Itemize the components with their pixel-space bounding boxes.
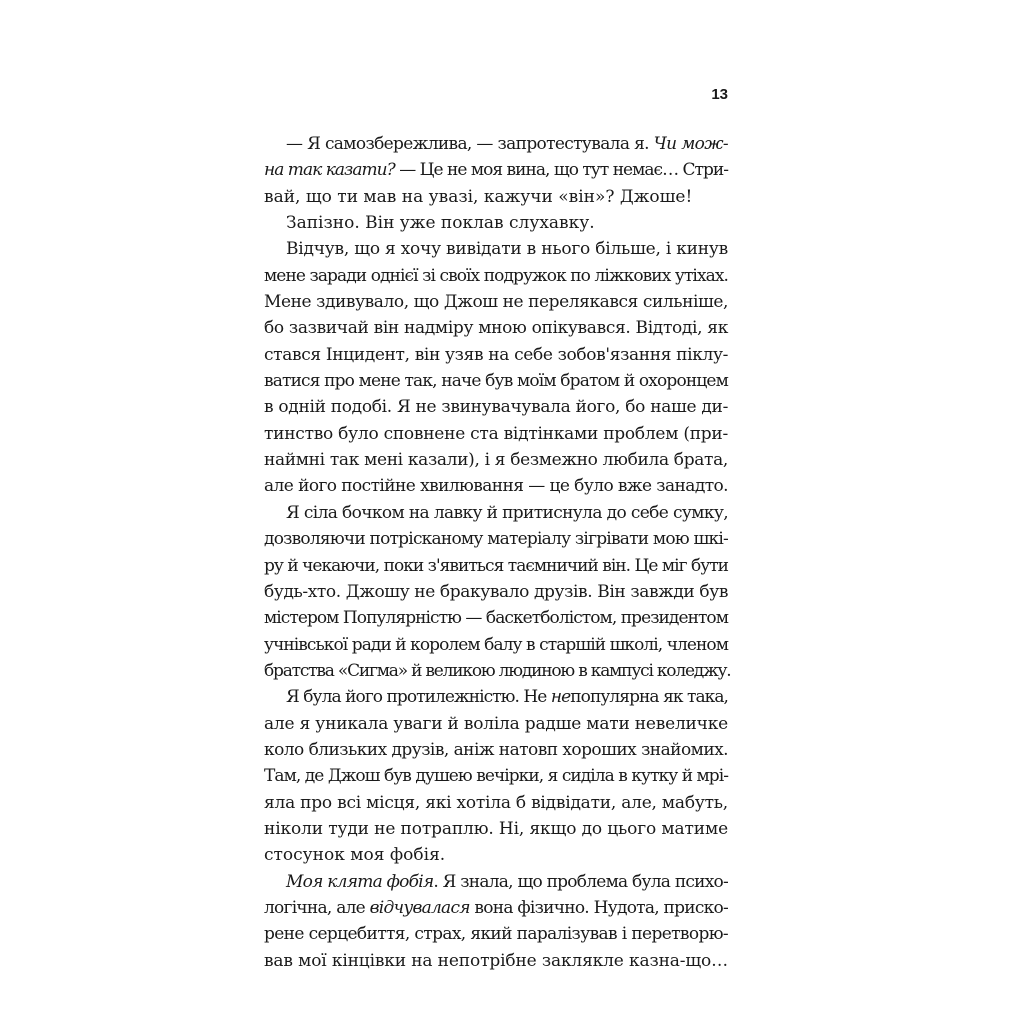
italic-text: на так казати? xyxy=(264,160,395,181)
text-line xyxy=(264,816,728,842)
text-line xyxy=(264,790,728,816)
text-segment: але його постійне хвилювання — це було вже занадто. xyxy=(264,476,728,497)
text-segment: коло близьких друзів, аніж натовп хороших знайомих. xyxy=(264,739,729,760)
body-text xyxy=(264,131,731,974)
text-line xyxy=(264,711,728,737)
text-line xyxy=(264,763,728,789)
text-line xyxy=(264,421,728,447)
text-line xyxy=(264,473,728,499)
text-segment: Там, де Джош був душею вечірки, я сиділа в кутку й мрі- xyxy=(264,766,729,787)
italic-text: не xyxy=(550,687,571,708)
text-line xyxy=(264,605,728,631)
text-line xyxy=(264,184,728,210)
text-line xyxy=(264,289,728,315)
text-segment: але я уникала уваги й воліла радше мати невеличке xyxy=(264,713,728,734)
text-segment: бо зазвичай він надміру мною опікувався. Відтоді, як xyxy=(264,318,728,339)
text-segment: яла про всі місця, які хотіла б відвідати, але, мабуть, xyxy=(264,792,728,813)
italic-text: Чи мож- xyxy=(653,134,728,154)
text-line xyxy=(264,157,728,183)
text-segment: ватися про мене так, наче був моїм братом й охоронцем xyxy=(264,371,728,392)
text-line xyxy=(264,658,731,684)
text-segment: логічна, але xyxy=(264,897,370,918)
text-segment: Запізно. Він уже поклав слухавку. xyxy=(286,213,595,234)
text-segment: стосунок моя фобія. xyxy=(264,845,446,866)
text-segment: братства «Сигма» й великою людиною в кампусі коледжу. xyxy=(264,660,731,681)
italic-text: відчувалася xyxy=(369,897,470,918)
text-line xyxy=(264,842,728,868)
text-segment: стався Інцидент, він узяв на себе зобов'язання піклу- xyxy=(264,344,729,365)
text-line xyxy=(264,684,728,710)
text-line xyxy=(264,895,728,921)
text-line xyxy=(264,394,728,420)
text-segment: вав мої кінцівки на непотрібне заклякле казна-що… xyxy=(264,950,728,971)
text-line xyxy=(264,948,728,974)
text-line xyxy=(264,447,728,473)
text-line xyxy=(264,737,728,763)
text-segment: популярна як така, xyxy=(570,687,729,708)
text-segment: наймні так мені казали), і я безмежно любила брата, xyxy=(264,450,728,471)
italic-text: Моя клята фобія xyxy=(286,871,434,892)
text-segment: Я була його протилежністю. Не xyxy=(286,687,551,708)
text-segment: в одній подобі. Я не звинувачувала його, бо наше ди- xyxy=(264,397,729,418)
text-line xyxy=(264,553,728,579)
text-segment: учнівської ради й королем балу в старшій школі, членом xyxy=(264,634,728,655)
text-line xyxy=(264,632,728,658)
text-line xyxy=(264,342,728,368)
text-segment: ру й чекаючи, поки з'явиться таємничий він. Це міг бути xyxy=(264,555,729,576)
text-segment: Відчув, що я хочу вивідати в нього більше, і кинув xyxy=(286,239,728,260)
text-line xyxy=(264,921,728,947)
text-line xyxy=(264,315,728,341)
text-line xyxy=(264,131,728,157)
page-number: 13 xyxy=(711,86,728,103)
text-segment: Я сіла бочком на лавку й притиснула до себе сумку, xyxy=(286,502,729,523)
text-segment: — Я самозбережлива, — запротестувала я. xyxy=(286,134,654,154)
text-segment: вай, що ти мав на увазі, кажучи «він»? Джоше! xyxy=(264,186,693,207)
text-segment: містером Популярністю — баскетболістом, президентом xyxy=(264,608,728,629)
text-segment: вона фізично. Нудота, прискo- xyxy=(469,897,729,918)
text-line xyxy=(264,579,728,605)
text-segment: . Я знала, що проблема була психо- xyxy=(433,871,729,892)
text-line xyxy=(264,368,728,394)
text-line xyxy=(264,500,728,526)
text-line xyxy=(264,526,728,552)
text-line xyxy=(264,263,728,289)
text-line xyxy=(264,869,728,895)
text-segment: рене серцебиття, страх, який паралізував і перетворю- xyxy=(264,924,729,945)
text-segment: — Це не моя вина, що тут немає… Стри- xyxy=(394,160,729,181)
text-segment: будь-хто. Джошу не бракувало друзів. Він завжди був xyxy=(264,581,728,602)
text-line xyxy=(264,236,728,262)
text-segment: тинство було сповнене ста відтінками проблем (при- xyxy=(264,423,728,444)
text-line xyxy=(264,210,728,236)
text-segment: Мене здивувало, що Джош не перелякався сильніше, xyxy=(264,292,728,313)
text-segment: мене заради однієї зі своїх подружок по ліжкових утіхах. xyxy=(264,265,728,286)
text-segment: ніколи туди не потраплю. Ні, якщо до цього матиме xyxy=(264,818,728,839)
text-segment: дозволяючи потрісканому матеріалу зігрівати мою шкі- xyxy=(264,529,728,550)
